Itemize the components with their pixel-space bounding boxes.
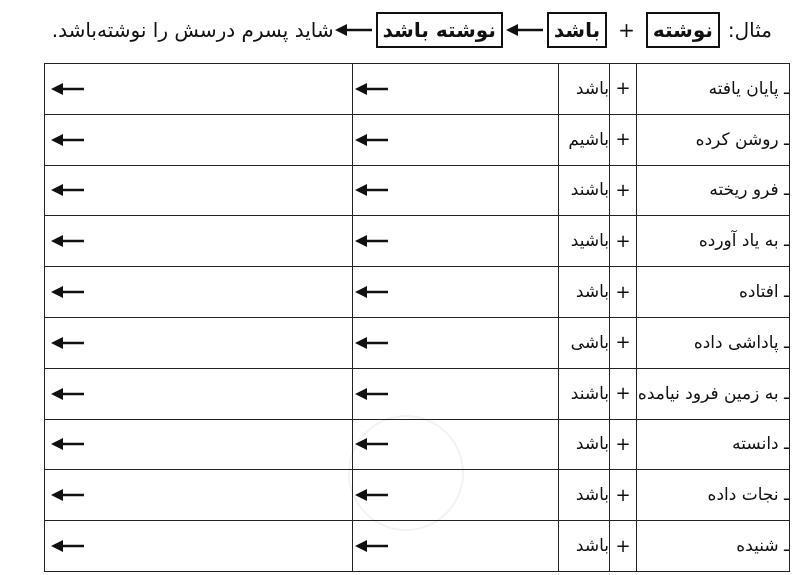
table-row (45, 317, 790, 368)
left-arrow-icon (51, 437, 85, 451)
row-word: ـ دانسته (637, 419, 790, 470)
answer-cell-2[interactable] (45, 216, 353, 267)
answer-cell-2[interactable] (45, 368, 353, 419)
left-arrow-icon (355, 234, 389, 248)
left-arrow-icon (51, 82, 85, 96)
left-arrow-icon (506, 23, 544, 37)
row-plus: + (610, 368, 637, 419)
left-arrow-icon (355, 336, 389, 350)
left-arrow-icon (51, 387, 85, 401)
left-arrow-icon (51, 285, 85, 299)
row-word: ـ پاداشی داده (637, 317, 790, 368)
answer-cell-2[interactable] (45, 470, 353, 521)
row-aux-verb: باشد (559, 470, 610, 521)
example-plus: + (618, 18, 635, 42)
row-aux-verb: باشند (559, 368, 610, 419)
answer-cell-2[interactable] (45, 267, 353, 318)
answer-cell-1[interactable] (353, 419, 559, 470)
row-word: ـ فرو ریخته (637, 165, 790, 216)
answer-cell-1[interactable] (353, 64, 559, 115)
row-plus: + (610, 470, 637, 521)
row-plus: + (610, 267, 637, 318)
left-arrow-icon (51, 234, 85, 248)
table-row (45, 521, 790, 572)
left-arrow-icon (51, 336, 85, 350)
row-aux-verb: باشیم (559, 114, 610, 165)
answer-cell-1[interactable] (353, 521, 559, 572)
answer-cell-2[interactable] (45, 114, 353, 165)
left-arrow-icon (355, 133, 389, 147)
answer-cell-1[interactable] (353, 216, 559, 267)
row-word: ـ شنیده (637, 521, 790, 572)
answer-cell-2[interactable] (45, 419, 353, 470)
left-arrow-icon (355, 437, 389, 451)
left-arrow-icon (355, 183, 389, 197)
row-plus: + (610, 114, 637, 165)
row-aux-verb: باشد (559, 64, 610, 115)
table-row (45, 470, 790, 521)
left-arrow-icon (355, 488, 389, 502)
table-row (45, 165, 790, 216)
exercise-table (44, 63, 790, 572)
row-aux-verb: باشد (559, 419, 610, 470)
row-plus: + (610, 317, 637, 368)
left-arrow-icon (355, 387, 389, 401)
answer-cell-1[interactable] (353, 317, 559, 368)
table-row (45, 368, 790, 419)
table-row (45, 114, 790, 165)
row-plus: + (610, 216, 637, 267)
left-arrow-icon (51, 183, 85, 197)
row-word: ـ به زمین فرود نیامده (637, 368, 790, 419)
row-plus: + (610, 64, 637, 115)
row-plus: + (610, 419, 637, 470)
answer-cell-2[interactable] (45, 64, 353, 115)
row-word: ـ به یاد آورده (637, 216, 790, 267)
table-row (45, 419, 790, 470)
example-sentence: شاید پسرم درسش را نوشته‌باشد. (51, 18, 334, 42)
answer-cell-1[interactable] (353, 165, 559, 216)
row-word: ـ روشن کرده (637, 114, 790, 165)
left-arrow-icon (51, 539, 85, 553)
answer-cell-2[interactable] (45, 521, 353, 572)
table-row (45, 267, 790, 318)
left-arrow-icon (51, 488, 85, 502)
table-row (45, 216, 790, 267)
answer-cell-1[interactable] (353, 267, 559, 318)
row-word: ـ نجات داده (637, 470, 790, 521)
row-word: ـ افتاده (637, 267, 790, 318)
example-label: مثال: (727, 18, 772, 42)
row-aux-verb: باشد (559, 267, 610, 318)
table-row (45, 64, 790, 115)
row-aux-verb: باشید (559, 216, 610, 267)
example-line (42, 8, 772, 52)
left-arrow-icon (51, 133, 85, 147)
answer-cell-1[interactable] (353, 470, 559, 521)
row-aux-verb: باشد (559, 521, 610, 572)
left-arrow-icon (355, 82, 389, 96)
row-aux-verb: باشی (559, 317, 610, 368)
row-aux-verb: باشند (559, 165, 610, 216)
answer-cell-1[interactable] (353, 368, 559, 419)
example-part1-box: نوشته (646, 12, 720, 48)
left-arrow-icon (335, 23, 373, 37)
left-arrow-icon (355, 285, 389, 299)
answer-cell-2[interactable] (45, 317, 353, 368)
row-word: ـ پایان یافته (637, 64, 790, 115)
row-plus: + (610, 165, 637, 216)
row-plus: + (610, 521, 637, 572)
example-part2-box: باشد (547, 12, 607, 48)
example-combined-box: نوشته باشد (376, 12, 503, 48)
left-arrow-icon (355, 539, 389, 553)
answer-cell-1[interactable] (353, 114, 559, 165)
answer-cell-2[interactable] (45, 165, 353, 216)
